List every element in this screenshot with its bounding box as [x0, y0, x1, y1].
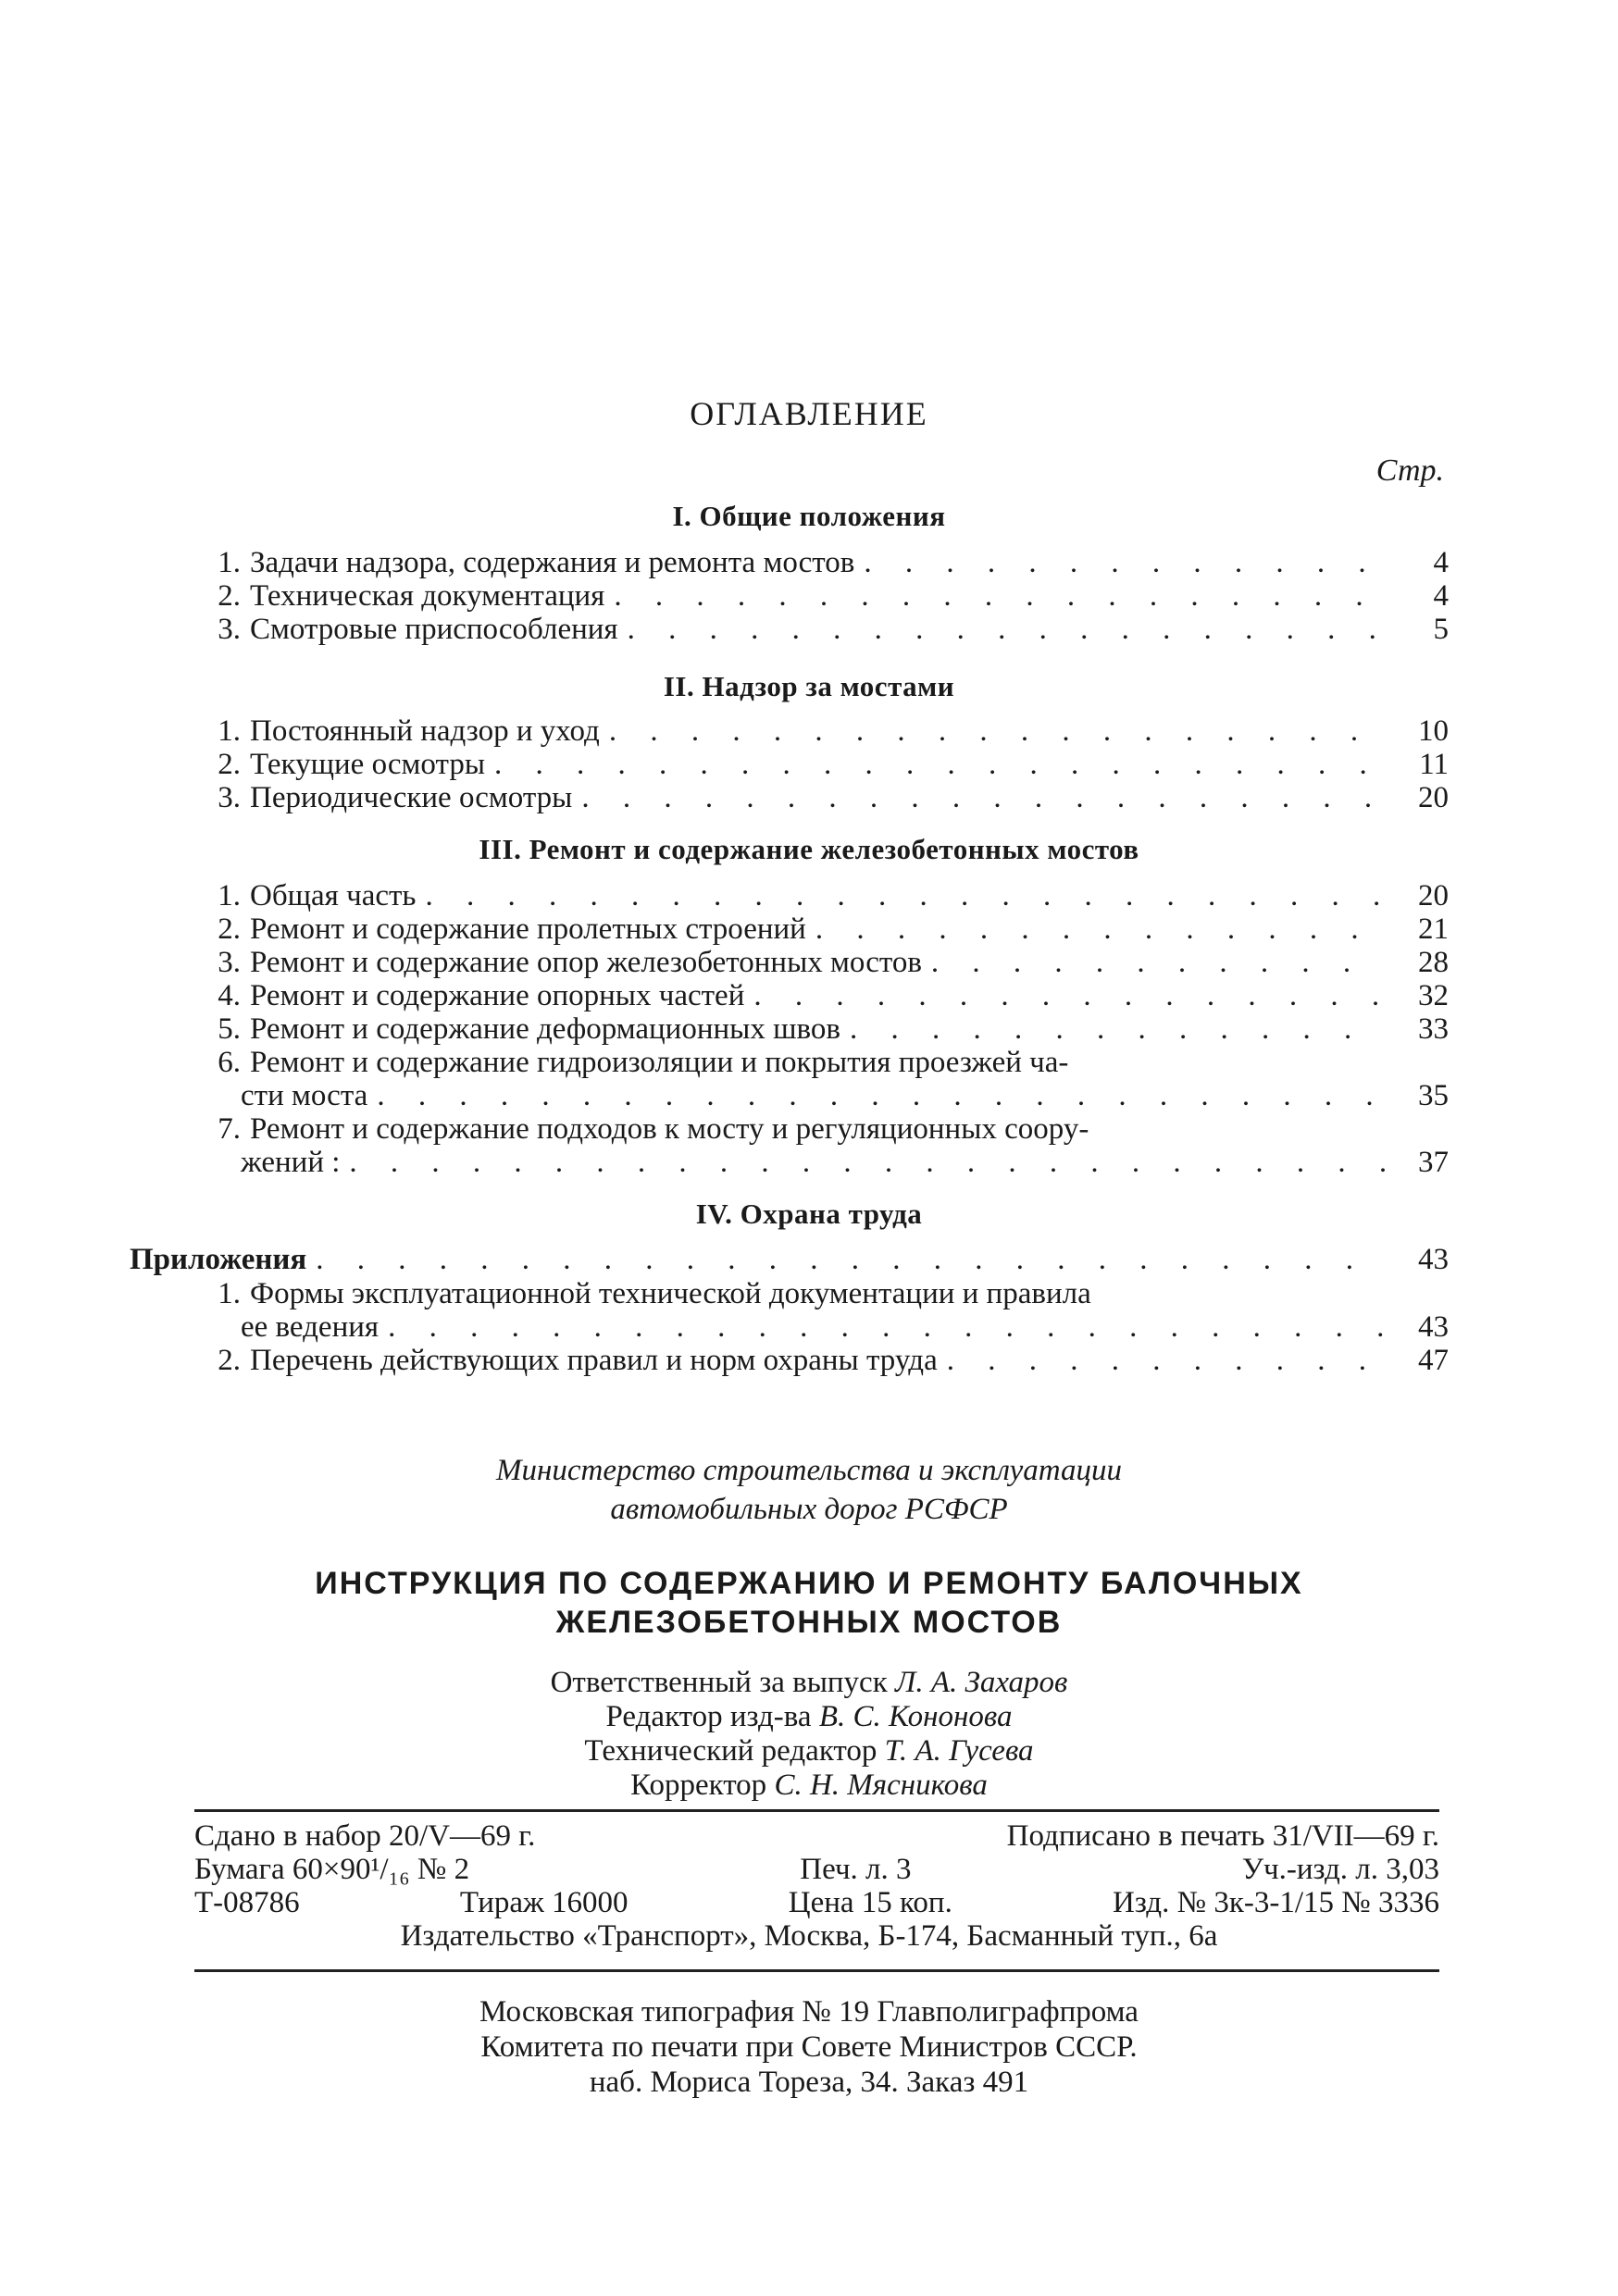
entry-text: Ремонт и содержание гидроизоляции и покрытия проезжей ча-: [250, 1046, 1069, 1079]
entry-number: 5.: [218, 1012, 241, 1046]
credit-line: [0, 1700, 1618, 1734]
dot-leader: [485, 748, 1386, 781]
typeset-date: Сдано в набор 20/V—69 г.: [194, 1819, 536, 1853]
dot-leader: [379, 1310, 1386, 1344]
toc-section-1: [185, 546, 1449, 646]
imprint-row-1: [194, 1819, 1439, 1853]
credit-line: [0, 1769, 1618, 1803]
paper-format: Бумага 60×90¹/₁₆ № 2: [194, 1853, 470, 1886]
printer-block: [0, 1994, 1618, 2100]
print-run: Тираж 16000: [459, 1886, 629, 1919]
credit-name: В. С. Кононова: [818, 1700, 1013, 1733]
dot-leader: [367, 1079, 1386, 1112]
entry-number: 2.: [218, 579, 241, 613]
entry-text: Ремонт и содержание подходов к мосту и регуляционных соору-: [250, 1112, 1089, 1146]
toc-entry: [185, 1112, 1449, 1179]
entry-text: Постоянный надзор и уход: [250, 714, 600, 748]
section-heading-3: III. Ремонт и содержание железобетонных мостов: [479, 833, 1139, 865]
dot-leader: [600, 714, 1386, 748]
toc-appendix: [130, 1243, 1449, 1276]
toc-appendix-items: [185, 1277, 1449, 1377]
ministry-line-1: Министерство строительства и эксплуатации: [496, 1454, 1122, 1487]
entry-page: 21: [1418, 912, 1449, 946]
entry-text: Формы эксплуатационной технической документации и правила: [250, 1277, 1091, 1310]
price: Цена 15 коп.: [788, 1886, 952, 1919]
toc-entry: [185, 579, 1449, 613]
toc-entry: [185, 748, 1449, 781]
toc-entry: [185, 1046, 1449, 1112]
dot-leader: [572, 781, 1386, 814]
entry-number: 6.: [218, 1046, 241, 1079]
dot-leader: [604, 579, 1386, 613]
entry-number: 3.: [218, 781, 241, 814]
dot-leader: [416, 879, 1386, 912]
entry-text: Периодические осмотры: [250, 781, 573, 814]
toc-entry: [185, 946, 1449, 979]
edition-number: Изд. № 3к-3-1/15 № 3336: [1113, 1886, 1439, 1919]
dot-leader: [938, 1344, 1386, 1377]
credits-block: [0, 1666, 1618, 1803]
page-column-header: Стр.: [1375, 453, 1444, 488]
entry-text: Задачи надзора, содержания и ремонта мостов: [250, 546, 855, 579]
ministry-name: [0, 1451, 1618, 1529]
book-title: [0, 1564, 1618, 1642]
toc-entry: [185, 613, 1449, 646]
entry-page: 11: [1419, 748, 1449, 781]
divider-bottom: [194, 1969, 1439, 1972]
entry-text-continued: ее ведения: [241, 1310, 380, 1344]
toc-entry: [185, 781, 1449, 814]
entry-text: Перечень действующих правил и норм охраны труда: [250, 1344, 938, 1377]
catalog-code: Т-08786: [194, 1886, 300, 1919]
book-title-line-2: ЖЕЛЕЗОБЕТОННЫХ МОСТОВ: [555, 1605, 1063, 1640]
entry-number: 4.: [218, 979, 241, 1012]
entry-number: 1.: [218, 714, 241, 748]
printer-line-1: Московская типография № 19 Главполиграфпрома: [479, 1995, 1139, 2029]
dot-leader: [840, 1012, 1386, 1046]
toc-section-2: [185, 714, 1449, 814]
printed-sheets: Печ. л. 3: [800, 1853, 912, 1886]
entry-number: 7.: [218, 1112, 241, 1146]
entry-text-continued: жений :: [241, 1146, 341, 1179]
entry-number: 2.: [218, 1344, 241, 1377]
section-heading-4: IV. Охрана труда: [695, 1198, 923, 1230]
credit-name: Л. А. Захаров: [895, 1666, 1068, 1699]
entry-page: 32: [1418, 979, 1449, 1012]
dot-leader: [744, 979, 1386, 1012]
dot-leader: [340, 1146, 1386, 1179]
toc-entry-appendix: [130, 1243, 1449, 1276]
entry-text: Ремонт и содержание пролетных строений: [250, 912, 806, 946]
imprint-row-2: [194, 1853, 1439, 1886]
printer-line-2: Комитета по печати при Совете Министров СССР.: [480, 2030, 1138, 2064]
credit-role: Ответственный за выпуск: [550, 1666, 888, 1699]
entry-page: 33: [1418, 1012, 1449, 1046]
entry-text-continued: сти моста: [241, 1079, 368, 1112]
entry-page: 4: [1433, 579, 1449, 613]
section-heading-2: II. Надзор за мостами: [663, 670, 955, 702]
appendix-label: Приложения: [130, 1243, 307, 1276]
credit-role: Корректор: [630, 1769, 767, 1802]
toc-entry: [185, 912, 1449, 946]
entry-text: Ремонт и содержание деформационных швов: [250, 1012, 840, 1046]
publisher-address: Издательство «Транспорт», Москва, Б-174, Басманный туп., 6а: [400, 1919, 1218, 1953]
toc-title: ОГЛАВЛЕНИЕ: [690, 395, 928, 432]
credit-role: Технический редактор: [584, 1734, 877, 1768]
dot-leader: [806, 912, 1386, 946]
entry-page: 4: [1433, 546, 1449, 579]
credit-line: [0, 1734, 1618, 1769]
entry-number: 3.: [218, 613, 241, 646]
entry-number: 1.: [218, 546, 241, 579]
entry-page: 28: [1418, 946, 1449, 979]
entry-page: 20: [1418, 879, 1449, 912]
entry-text: Смотровые приспособления: [250, 613, 618, 646]
entry-page: 20: [1418, 781, 1449, 814]
printer-line-3: наб. Мориса Тореза, 34. Заказ 491: [589, 2066, 1029, 2099]
entry-page: 43: [1418, 1310, 1449, 1344]
entry-text: Общая часть: [250, 879, 417, 912]
entry-text: Ремонт и содержание опор железобетонных мостов: [250, 946, 922, 979]
credit-name: С. Н. Мясникова: [774, 1769, 988, 1802]
entry-number: 3.: [218, 946, 241, 979]
entry-page: 47: [1418, 1344, 1449, 1377]
toc-entry: [185, 546, 1449, 579]
entry-number: 1.: [218, 1277, 241, 1310]
entry-page: 5: [1433, 613, 1449, 646]
credit-name: Т. А. Гусева: [884, 1734, 1034, 1768]
dot-leader: [922, 946, 1386, 979]
entry-number: 2.: [218, 748, 241, 781]
toc-entry: [185, 979, 1449, 1012]
imprint-row-3: [194, 1886, 1439, 1919]
entry-page: 10: [1418, 714, 1449, 748]
entry-page: 37: [1418, 1146, 1449, 1179]
ministry-line-2: автомобильных дорог РСФСР: [610, 1493, 1008, 1526]
entry-text: Техническая документация: [250, 579, 605, 613]
toc-entry: [185, 1277, 1449, 1344]
dot-leader: [618, 613, 1386, 646]
book-title-line-1: ИНСТРУКЦИЯ ПО СОДЕРЖАНИЮ И РЕМОНТУ БАЛОЧНЫХ: [315, 1566, 1303, 1601]
dot-leader: [306, 1243, 1386, 1276]
credit-line: [0, 1666, 1618, 1700]
entry-number: 2.: [218, 912, 241, 946]
divider-top: [194, 1809, 1439, 1812]
entry-number: 1.: [218, 879, 241, 912]
section-heading-1: I. Общие положения: [672, 500, 946, 532]
entry-page: 35: [1418, 1079, 1449, 1112]
toc-section-3: [185, 879, 1449, 1179]
toc-entry: [185, 1012, 1449, 1046]
entry-text: Ремонт и содержание опорных частей: [250, 979, 745, 1012]
publisher-sheets: Уч.-изд. л. 3,03: [1241, 1853, 1439, 1886]
credit-role: Редактор изд-ва: [605, 1700, 812, 1733]
toc-entry: [185, 879, 1449, 912]
signed-date: Подписано в печать 31/VII—69 г.: [1006, 1819, 1439, 1853]
entry-page: 43: [1418, 1243, 1449, 1276]
toc-entry: [185, 714, 1449, 748]
toc-entry: [185, 1344, 1449, 1377]
dot-leader: [854, 546, 1386, 579]
entry-text: Текущие осмотры: [250, 748, 485, 781]
